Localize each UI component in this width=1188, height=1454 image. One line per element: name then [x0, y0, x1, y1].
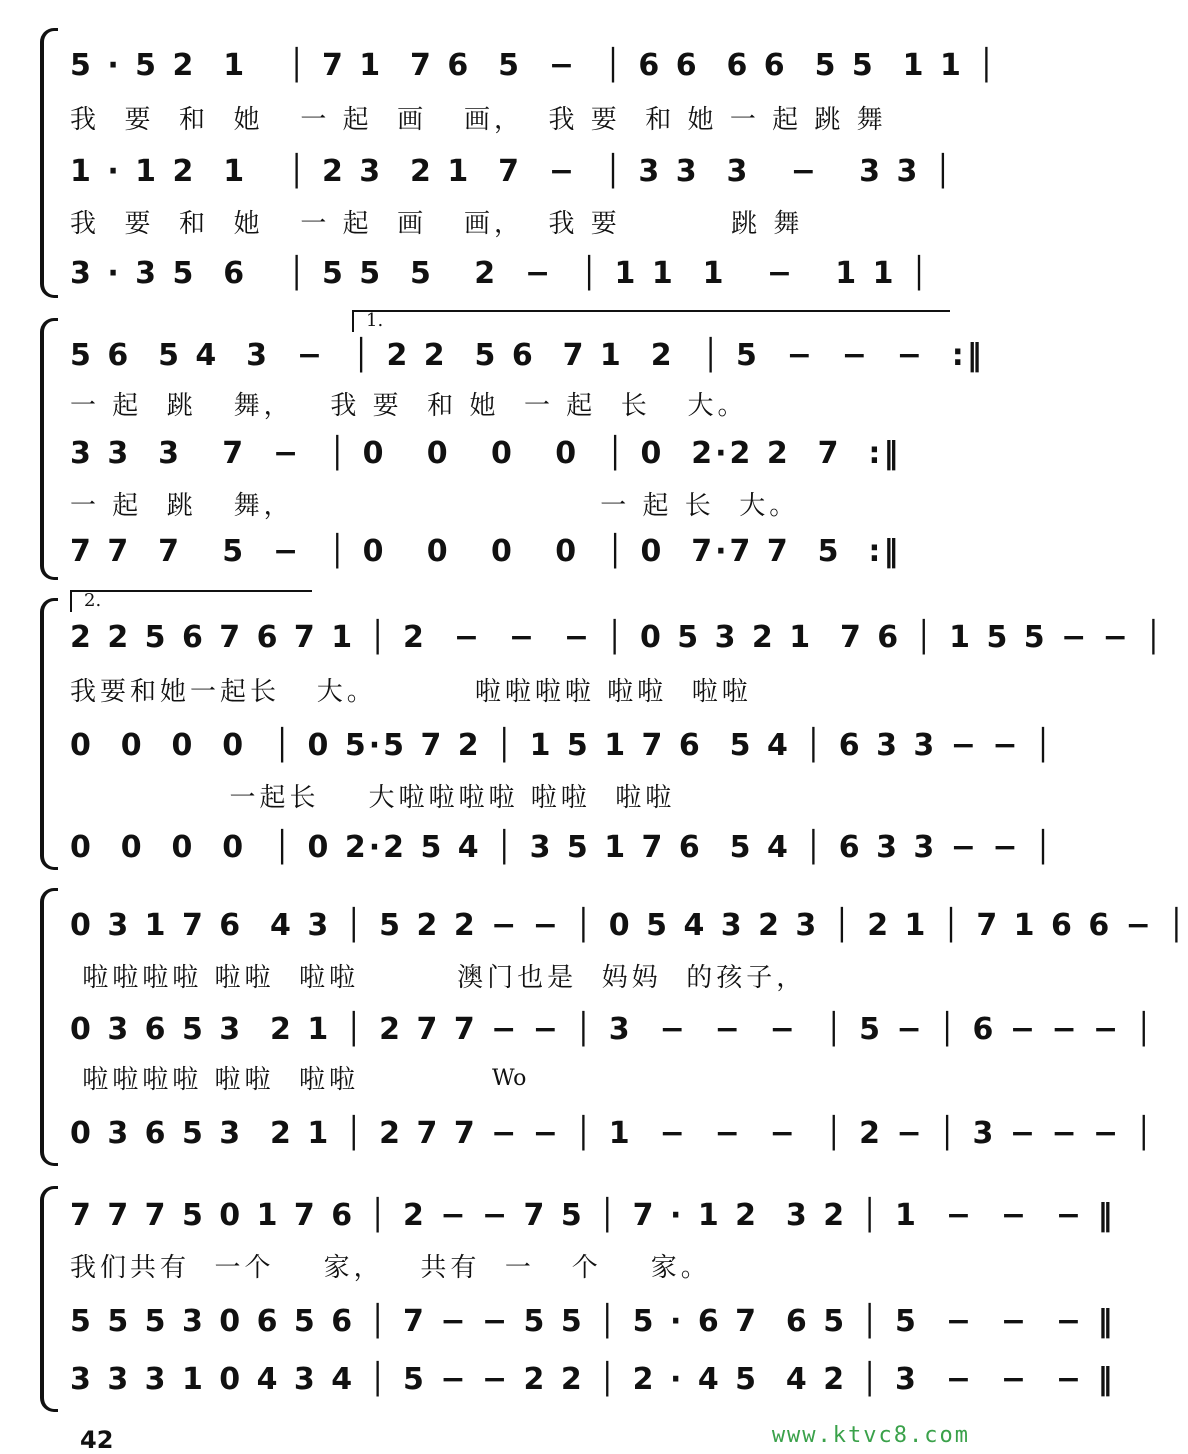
notes-bass: 3 · 3 5 6 │ 5 5 5 2 − │ 1 1 1 − 1 1 │: [70, 256, 931, 291]
notes-alto: 1 · 1 2 1 │ 2 3 2 1 7 − │ 3 3 3 − 3 3 │: [70, 154, 955, 189]
notes-bass: 0 0 0 0 │ 0 2·2 5 4 │ 3 5 1 7 6 5 4 │ 6 3 3 − − │: [70, 830, 1055, 865]
lyric-line: 啦啦啦啦 啦啦 啦啦: [70, 1065, 360, 1095]
site-watermark[interactable]: www.ktvc8.com: [771, 1423, 970, 1448]
score-system-1: [40, 28, 999, 298]
lyric-line: 一 起 跳 舞， 我 要 和 她 一 起 长 大。: [70, 391, 748, 421]
notes-alto: 0 3 6 5 3 2 1 │ 2 7 7 − − │ 3 − − − │ 5 − │ 6 − − − │: [70, 1012, 1156, 1047]
system-bracket: [40, 598, 58, 870]
notes-alto: 5 5 5 3 0 6 5 6 │ 7 − − 5 5 │ 5 · 6 7 6 5 │ 5 − − − ‖: [70, 1304, 1116, 1339]
volta-label: 2.: [84, 590, 102, 611]
lyric-line: 一 起 跳 舞， 一 起 长 大。: [70, 491, 800, 521]
notes-soprano: 5 6 5 4 3 − │ 2 2 5 6 7 1 2 │ 5 − − − :‖: [70, 338, 985, 373]
system-bracket: [40, 28, 58, 298]
score-system-4: [40, 888, 1188, 1166]
notes-soprano: 2 2 5 6 7 6 7 1 │ 2 − − − │ 0 5 3 2 1 7 6 │ 1 5 5 − − │: [70, 620, 1166, 655]
lyric-line: 我要和她一起长 大。 啦啦啦啦 啦啦 啦啦: [70, 677, 752, 707]
page-number: 42: [80, 1426, 114, 1454]
notes-bass: 3 3 3 1 0 4 3 4 │ 5 − − 2 2 │ 2 · 4 5 4 2 │ 3 − − − ‖: [70, 1362, 1116, 1397]
system-bracket: [40, 888, 58, 1166]
lyric-line: 啦啦啦啦 啦啦 啦啦 澳门也是 妈妈 的孩子，: [70, 963, 807, 993]
notes-bass: 7 7 7 5 − │ 0 0 0 0 │ 0 7·7 7 5 :‖: [70, 534, 902, 569]
wo-lyric: Wo: [492, 1066, 527, 1091]
score-system-3: [40, 590, 1166, 870]
lyric-line: 我 要 和 她 一 起 画 画， 我 要 跳 舞: [70, 209, 804, 239]
lyric-line: 我们共有 一个 家， 共有 一 个 家。: [70, 1253, 711, 1283]
lyric-line: 一起长 大啦啦啦啦 啦啦 啦啦: [70, 783, 676, 813]
notes-alto: 3 3 3 7 − │ 0 0 0 0 │ 0 2·2 2 7 :‖: [70, 436, 902, 471]
volta-first-ending: [352, 310, 950, 332]
notes-soprano: 5 · 5 2 1 │ 7 1 7 6 5 − │ 6 6 6 6 5 5 1 1 │: [70, 48, 999, 83]
system-bracket: [40, 318, 58, 580]
score-system-2: [40, 310, 985, 580]
system-bracket: [40, 1186, 58, 1412]
volta-label: 1.: [366, 310, 384, 331]
notes-alto: 0 0 0 0 │ 0 5·5 7 2 │ 1 5 1 7 6 5 4 │ 6 3 3 − − │: [70, 728, 1055, 763]
notes-soprano: 0 3 1 7 6 4 3 │ 5 2 2 − − │ 0 5 4 3 2 3 │ 2 1 │ 7 1 6 6 − │: [70, 908, 1188, 943]
volta-second-ending: [70, 590, 312, 612]
notes-bass: 0 3 6 5 3 2 1 │ 2 7 7 − − │ 1 − − − │ 2 − │ 3 − − − │: [70, 1116, 1156, 1151]
notes-soprano: 7 7 7 5 0 1 7 6 │ 2 − − 7 5 │ 7 · 1 2 3 2 │ 1 − − − ‖: [70, 1198, 1116, 1233]
score-system-5: [40, 1186, 1116, 1412]
lyric-line: 我 要 和 她 一 起 画 画， 我 要 和 她 一 起 跳 舞: [70, 105, 887, 135]
